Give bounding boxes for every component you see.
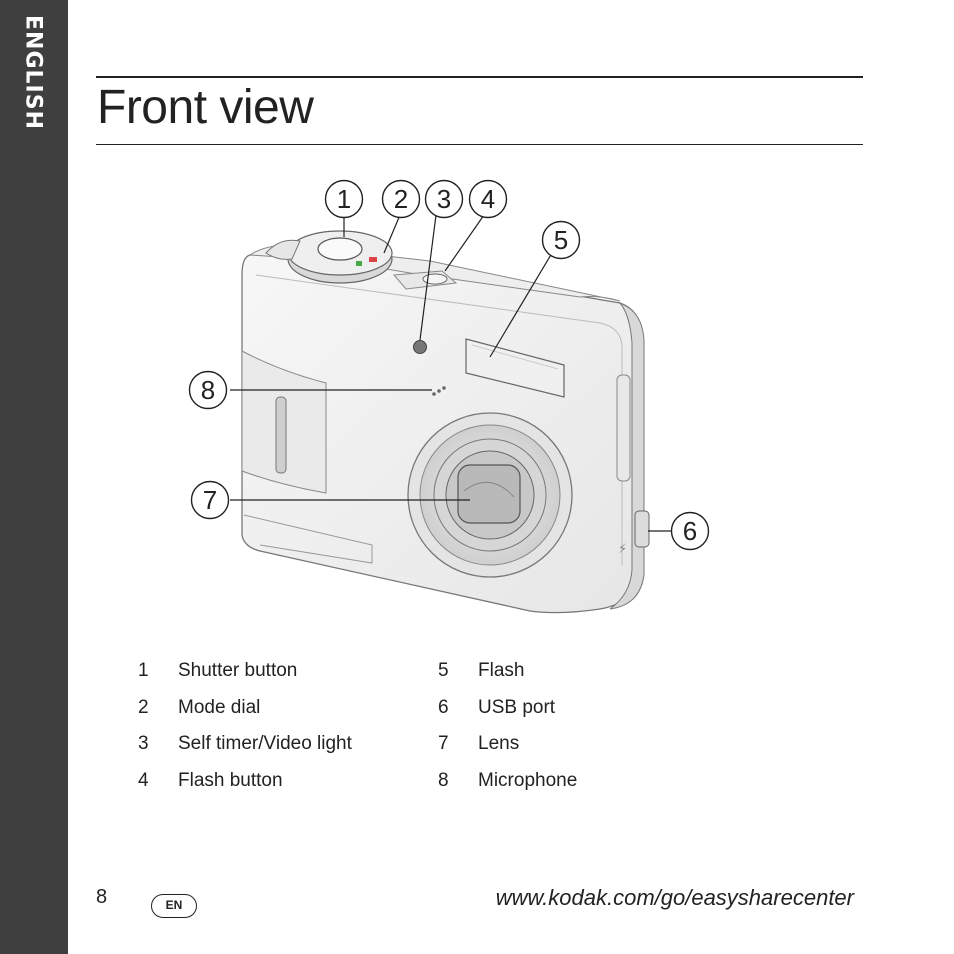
grip-slot (276, 397, 286, 473)
callout-2-label: 2 (393, 184, 409, 214)
camera-illustration (180, 175, 720, 625)
page-number: 8 (96, 886, 108, 908)
legend-label: USB port (478, 697, 556, 718)
legend-label: Self timer/Video light (178, 733, 352, 754)
footer-url-link[interactable]: www.kodak.com/go/easysharecenter (495, 885, 854, 910)
legend-number: 4 (138, 770, 149, 791)
legend-label: Mode dial (178, 697, 261, 718)
usb-port (635, 511, 649, 547)
legend-number: 3 (138, 733, 149, 754)
title-rule-bottom (96, 144, 863, 145)
legend-number: 5 (438, 660, 449, 681)
side-tab-label: ENGLISH (20, 15, 46, 130)
language-side-tab (0, 0, 68, 954)
shutter-button (318, 238, 362, 260)
camera-front-figure (180, 175, 720, 625)
self-timer-light (414, 341, 427, 354)
callout-3-label: 3 (436, 184, 452, 214)
legend-number: 6 (438, 697, 449, 718)
language-badge: EN (151, 894, 197, 918)
legend-label: Shutter button (178, 660, 298, 681)
callout-4-label: 4 (480, 184, 496, 214)
legend-number: 7 (438, 733, 449, 754)
page-title: Front view (97, 81, 314, 134)
legend-label: Microphone (478, 770, 578, 791)
callout-5-label: 5 (553, 225, 569, 255)
microphone-holes (432, 392, 436, 396)
legend-label: Flash button (178, 770, 283, 791)
legend-label: Lens (478, 733, 520, 754)
callout-6-label: 6 (682, 516, 698, 546)
title-rule-top (96, 76, 863, 78)
callout-7-label: 7 (202, 485, 218, 515)
legend-number: 2 (138, 697, 149, 718)
legend-label: Flash (478, 660, 525, 681)
svg-text:⚡: ⚡ (618, 542, 628, 557)
legend-number: 8 (438, 770, 449, 791)
legend-number: 1 (138, 660, 149, 681)
callout-8-label: 8 (200, 375, 216, 405)
callout-1-label: 1 (336, 184, 352, 214)
